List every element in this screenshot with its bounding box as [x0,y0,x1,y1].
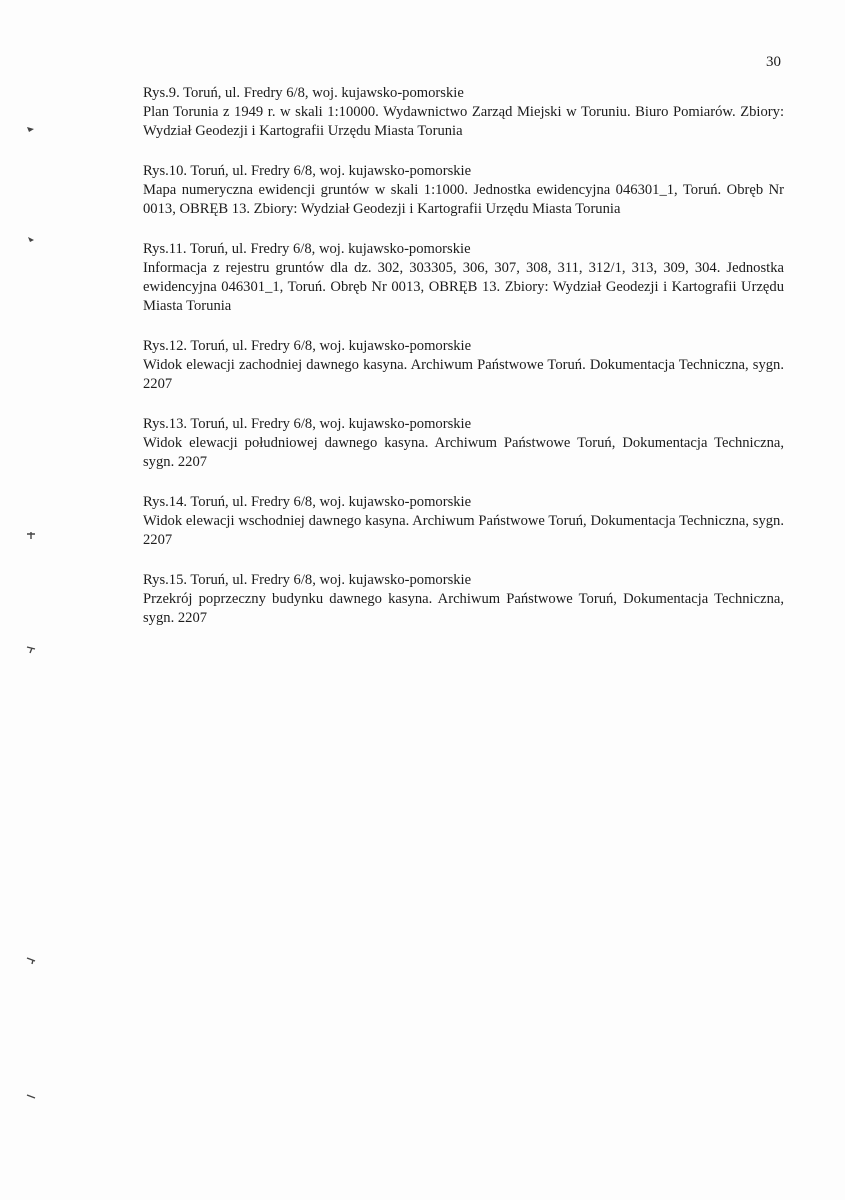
caption-description: Widok elewacji zachodniej dawnego kasyna. Archiwum Państwowe Toruń. Dokumentacja Techniczna, sygn. 2207 [143,357,784,392]
caption-entry-rys-13 [143,415,784,472]
caption-heading: Rys.14. Toruń, ul. Fredry 6/8, woj. kujawsko-pomorskie [143,494,472,510]
caption-description: Mapa numeryczna ewidencji gruntów w skali 1:1000. Jednostka ewidencyjna 046301_1, Toruń. Obręb Nr 0013, OBRĘB 13. Zbiory: Wydział Geodezji i Kartografii Urzędu Miasta Torunia [143,182,784,217]
caption-heading: Rys.10. Toruń, ul. Fredry 6/8, woj. kujawsko-pomorskie [143,163,472,179]
caption-heading: Rys.11. Toruń, ul. Fredry 6/8, woj. kujawsko-pomorskie [143,241,471,257]
caption-description: Przekrój poprzeczny budynku dawnego kasyna. Archiwum Państwowe Toruń, Dokumentacja Techniczna, sygn. 2207 [143,591,784,626]
caption-entry-rys-11 [143,240,784,316]
caption-heading: Rys.13. Toruń, ul. Fredry 6/8, woj. kujawsko-pomorskie [143,416,472,432]
binding-mark-icon [26,1092,36,1102]
caption-entry-rys-14 [143,493,784,550]
caption-description: Widok elewacji południowej dawnego kasyna. Archiwum Państwowe Toruń, Dokumentacja Techniczna, sygn. 2207 [143,435,784,470]
caption-heading: Rys.15. Toruń, ul. Fredry 6/8, woj. kujawsko-pomorskie [143,572,472,588]
binding-mark-icon [26,234,36,244]
caption-description: Plan Torunia z 1949 r. w skali 1:10000. Wydawnictwo Zarząd Miejski w Toruniu. Biuro Pomiarów. Zbiory: Wydział Geodezji i Kartografii Urzędu Miasta Torunia [143,104,784,139]
binding-mark-icon [26,530,36,540]
caption-heading: Rys.9. Toruń, ul. Fredry 6/8, woj. kujawsko-pomorskie [143,85,464,101]
page-number: 30 [766,54,781,70]
binding-mark-icon [26,955,36,965]
caption-description: Informacja z rejestru gruntów dla dz. 302, 303305, 306, 307, 308, 311, 312/1, 313, 309, 304. Jednostka ewidencyjna 046301_1, Toruń. Obręb Nr 0013, OBRĘB 13. Zbiory: Wydział Geodezji i Kartografii Urzędu Miasta Torunia [143,260,784,314]
caption-description: Widok elewacji wschodniej dawnego kasyna. Archiwum Państwowe Toruń, Dokumentacja Techniczna, sygn. 2207 [143,513,784,548]
caption-heading: Rys.12. Toruń, ul. Fredry 6/8, woj. kujawsko-pomorskie [143,338,472,354]
binding-mark-icon [26,644,36,654]
caption-entry-rys-10 [143,162,784,219]
binding-mark-icon [26,124,36,134]
caption-entry-rys-15 [143,571,784,628]
figure-caption-list [143,84,784,649]
caption-entry-rys-12 [143,337,784,394]
caption-entry-rys-9 [143,84,784,141]
